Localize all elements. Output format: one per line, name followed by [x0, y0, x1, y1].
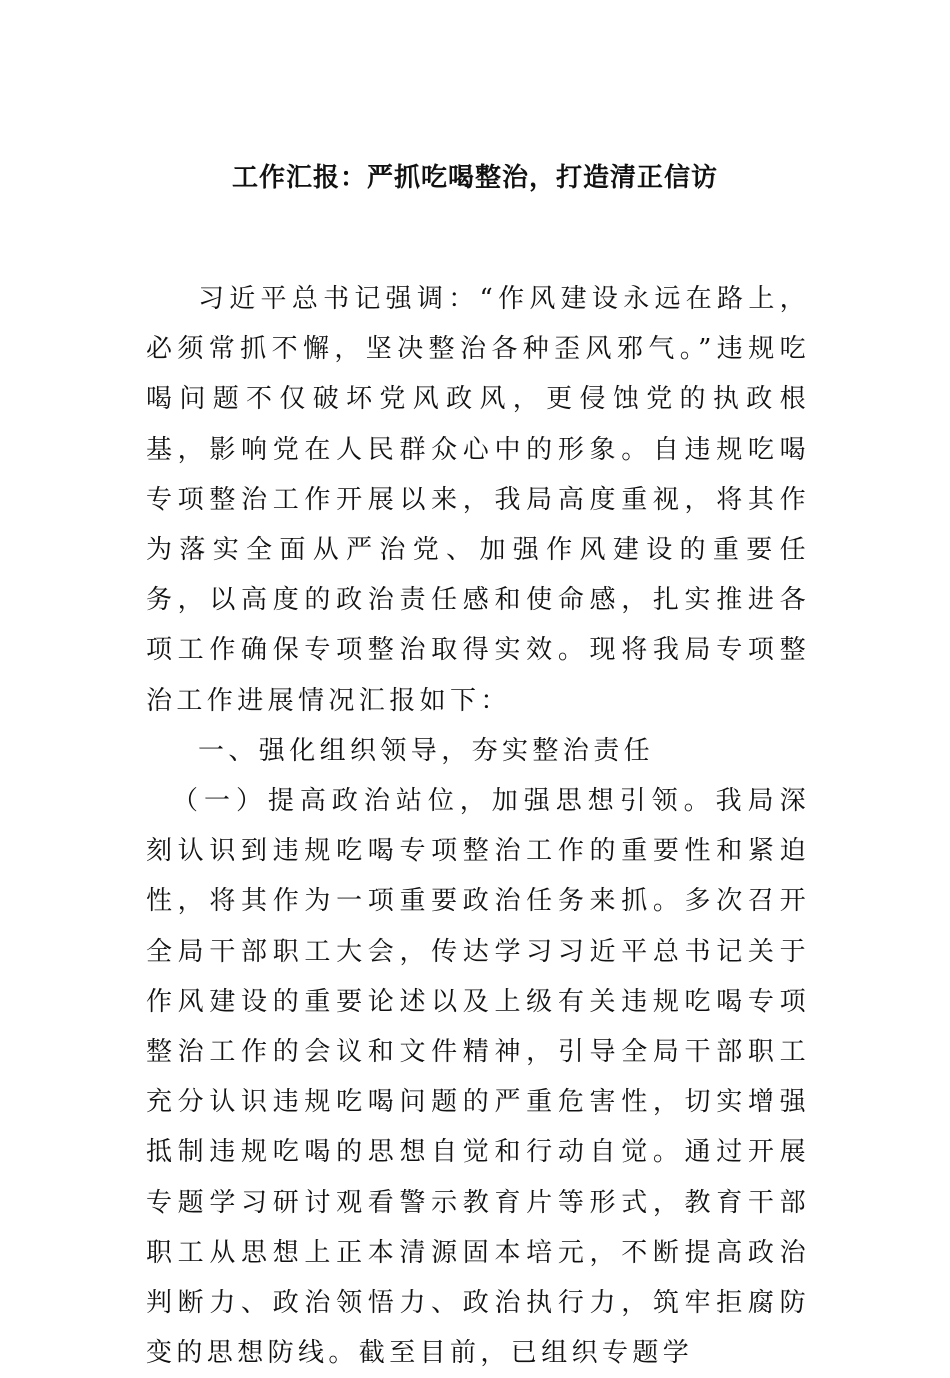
document-body [146, 274, 810, 1378]
intro-paragraph: 习近平总书记强调：“作风建设永远在路上，必须常抓不懈，坚决整治各种歪风邪气。”违规吃喝问题不仅破坏党风政风，更侵蚀党的执政根基，影响党在人民群众心中的形象。自违规吃喝专项整治工作开展以来，我局高度重视，将其作为落实全面从严治党、加强作风建设的重要任务，以高度的政治责任感和使命感，扎实推进各项工作确保专项整治取得实效。现将我局专项整治工作进展情况汇报如下： [146, 284, 810, 716]
document-title: 工作汇报：严抓吃喝整治，打造清正信访 [231, 163, 718, 193]
section-heading-1: 一、强化组织领导，夯实整治责任 [198, 735, 655, 766]
subsection-paragraph-1: （一）提高政治站位，加强思想引领。我局深刻认识到违规吃喝专项整治工作的重要性和紧迫性，将其作为一项重要政治任务来抓。多次召开全局干部职工大会，传达学习习近平总书记关于作风建设的重要论述以及上级有关违规吃喝专项整治工作的会议和文件精神，引导全局干部职工充分认识违规吃喝问题的严重危害性，切实增强抵制违规吃喝的思想自觉和行动自觉。通过开展专题学习研讨观看警示教育片等形式，教育干部职工从思想上正本清源固本培元，不断提高政治判断力、政治领悟力、政治执行力，筑牢拒腐防变的思想防线。截至目前，已组织专题学 [146, 786, 810, 1369]
